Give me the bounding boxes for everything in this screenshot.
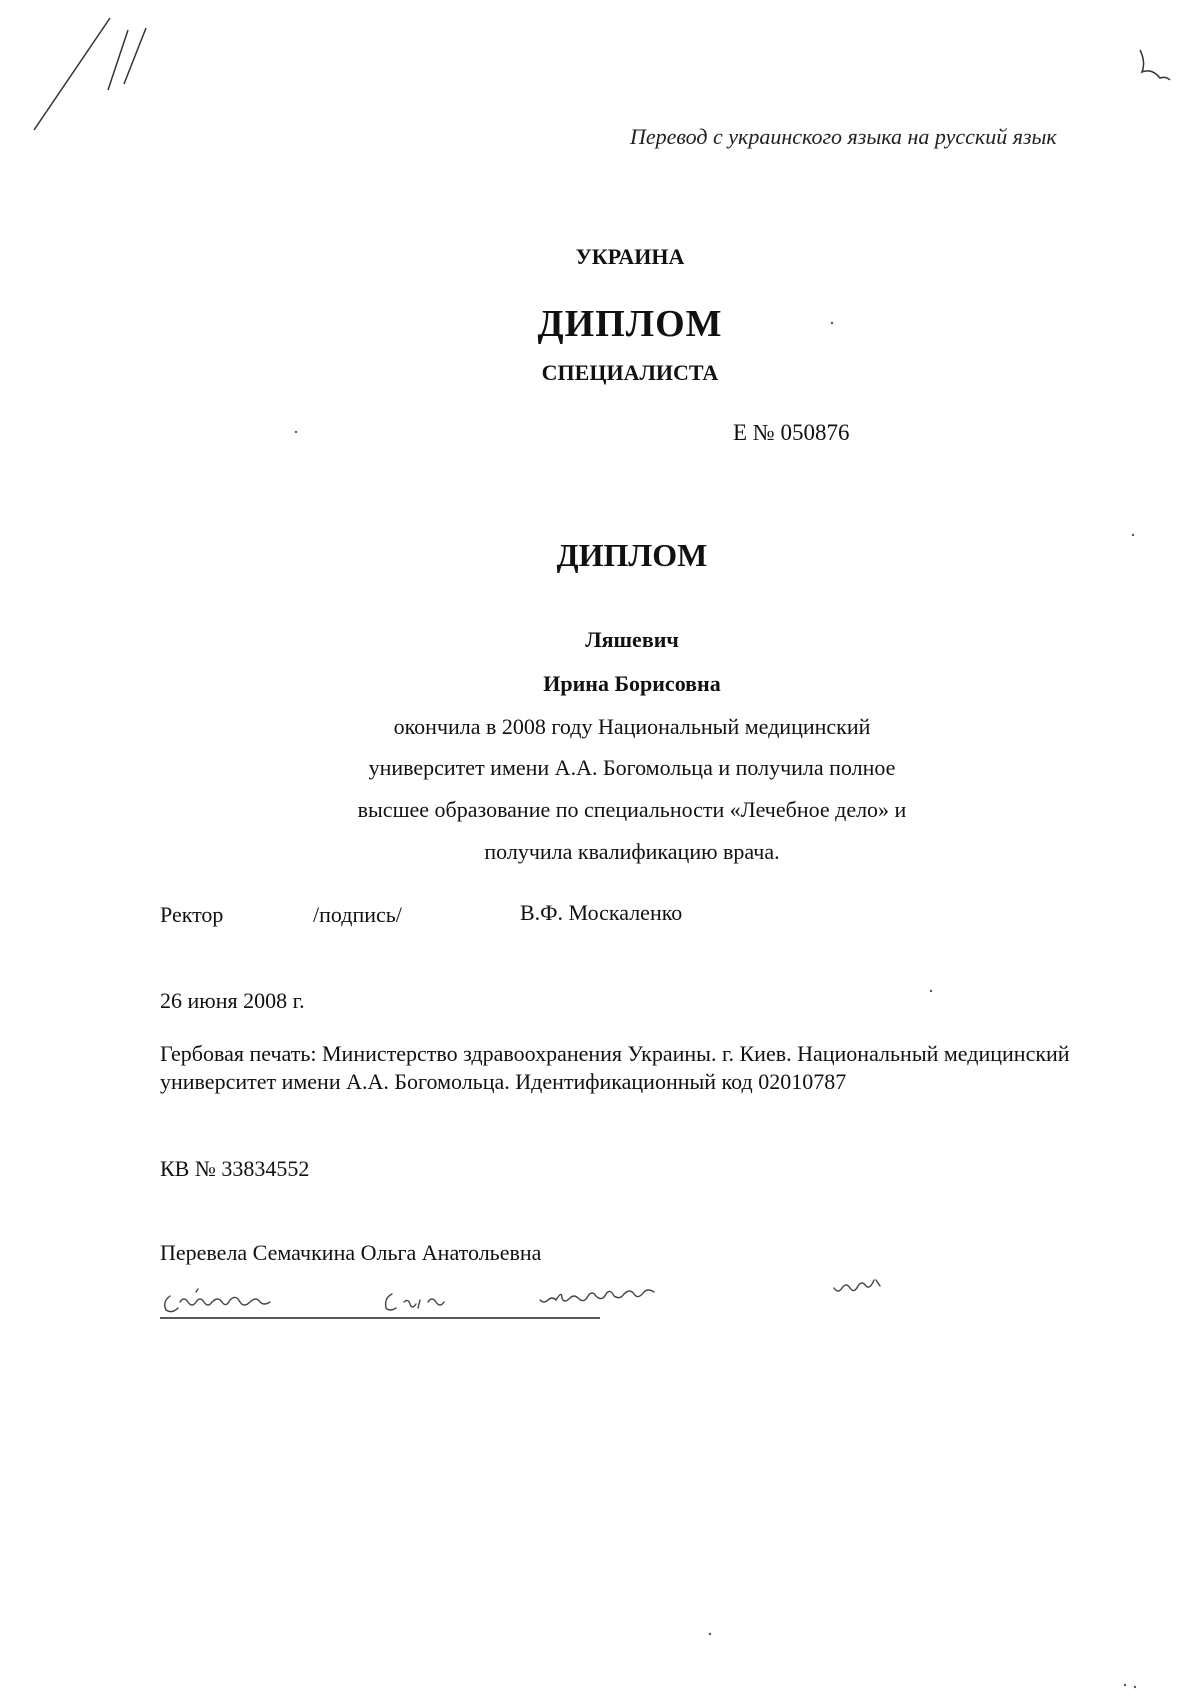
recipient-given-names: Ирина Борисовна <box>543 671 721 696</box>
country-heading: УКРАИНА <box>575 244 685 269</box>
diploma-serial-number: Е № 050876 <box>733 420 850 445</box>
issue-date: 26 июня 2008 г. <box>160 988 305 1013</box>
diploma-subtitle: СПЕЦИАЛИСТА <box>541 360 719 385</box>
diploma-title-second: ДИПЛОМ <box>556 537 708 573</box>
translation-note: Перевод с украинского языка на русский язык <box>630 124 1057 149</box>
kv-number: КВ № 33834552 <box>160 1156 310 1181</box>
body-line: университет имени А.А. Богомольца и получила полное <box>368 755 896 780</box>
rector-label: Ректор <box>160 902 224 927</box>
body-line: окончила в 2008 году Национальный медицинский <box>393 714 871 739</box>
diploma-title: ДИПЛОМ <box>537 303 723 345</box>
translator-line: Перевела Семачкина Ольга Анатольевна <box>160 1240 542 1265</box>
seal-description: Гербовая печать: Министерство здравоохранения Украины. г. Киев. Национальный медицинский университет имени А.А. Богомольца. Идентификационный код 02010787 <box>160 1041 1070 1094</box>
rector-signature-placeholder: /подпись/ <box>313 902 402 927</box>
body-line: высшее образование по специальности «Лечебное дело» и <box>357 797 907 822</box>
rector-name: В.Ф. Москаленко <box>520 900 683 925</box>
body-line: получила квалификацию врача. <box>484 839 780 864</box>
recipient-surname: Ляшевич <box>585 627 679 652</box>
